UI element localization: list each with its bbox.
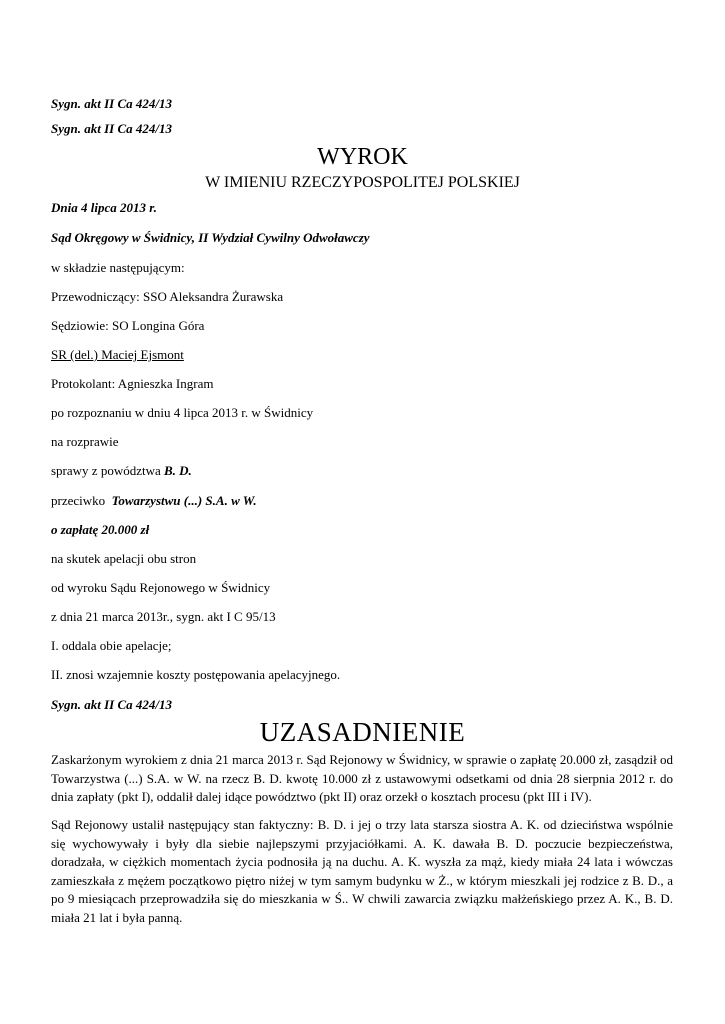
justification-paragraph: Zaskarżonym wyrokiem z dnia 21 marca 2013 r. Sąd Rejonowy w Świdnicy, w sprawie o zapłatę 20.000 zł, zasądził od Towarzystwa (...) S.A. w W. na rzecz B. D. kwotę 10.000 zł z ustawowymi odsetkami od dnia 28 sierpnia 2012 r. do dnia zapłaty (pkt I), oddalił dalej idące powództwo (pkt II) oraz orzekł o kosztach procesu (pkt III i IV).: [51, 752, 673, 805]
appeal-info: na skutek apelacji obu stron: [51, 551, 197, 566]
verdict-date: Dnia 4 lipca 2013 r.: [51, 200, 157, 215]
lower-court-judgment: od wyroku Sądu Rejonowego w Świdnicy: [51, 580, 271, 595]
defendant-name: Towarzystwu (...) S.A. w W.: [111, 493, 257, 508]
plaintiff-prefix: sprawy z powództwa: [51, 463, 161, 478]
court-name: Sąd Okręgowy w Świdnicy, II Wydział Cywilny Odwoławczy: [51, 230, 370, 245]
case-signature: Sygn. akt II Ca 424/13: [51, 96, 172, 111]
case-signature: Sygn. akt II Ca 424/13: [51, 121, 172, 136]
judges: Sędziowie: SO Longina Góra: [51, 318, 205, 333]
clerk: Protokolant: Agnieszka Ingram: [51, 376, 214, 391]
ruling-point-1: I. oddala obie apelacje;: [51, 638, 172, 653]
justification-paragraph: Sąd Rejonowy ustalił następujący stan faktyczny: B. D. i jej o trzy lata starsza siostra A. K. od dzieciństwa wspólnie się wychowywały i były dla siebie najlepszymi przyjaciółkami. A. K. dawała B. D. poczucie bezpieczeństwa, doradzała, w ciężkich momentach życia podnosiła ją na duchu. A. K. wyszła za mąż, kiedy miała 24 lata i wówczas zamieszkała z mężem początkowo piętro niżej w tym samym budynku w Ż., w którym mieszkali jej rodzice z B. D., a po 9 miesiącach przeprowadziła się do mieszkania w Ś.. W chwili zawarcia związku małżeńskiego przez A. K., B. D. miała 21 lat i była panną.: [51, 817, 673, 925]
plaintiff-name: B. D.: [164, 463, 192, 478]
judge-2: SR (del.) Maciej Ejsmont: [51, 347, 184, 362]
justification-title: UZASADNIENIE: [259, 717, 466, 747]
session-type: na rozprawie: [51, 434, 119, 449]
composition-label: w składzie następującym:: [51, 260, 185, 275]
chair-judge: Przewodniczący: SSO Aleksandra Żurawska: [51, 289, 284, 304]
hearing-info: po rozpoznaniu w dniu 4 lipca 2013 r. w Świdnicy: [51, 405, 314, 420]
verdict-title: WYROK: [317, 144, 408, 170]
plaintiff-line: [51, 463, 192, 479]
defendant-line: [51, 493, 257, 509]
ruling-point-2: II. znosi wzajemnie koszty postępowania apelacyjnego.: [51, 667, 341, 682]
defendant-prefix: przeciwko: [51, 493, 106, 508]
judgment-date: z dnia 21 marca 2013r., sygn. akt I C 95/13: [51, 609, 276, 624]
justification-signature: Sygn. akt II Ca 424/13: [51, 697, 172, 712]
claim: o zapłatę 20.000 zł: [51, 522, 150, 537]
verdict-subtitle: W IMIENIU RZECZYPOSPOLITEJ POLSKIEJ: [205, 174, 520, 191]
